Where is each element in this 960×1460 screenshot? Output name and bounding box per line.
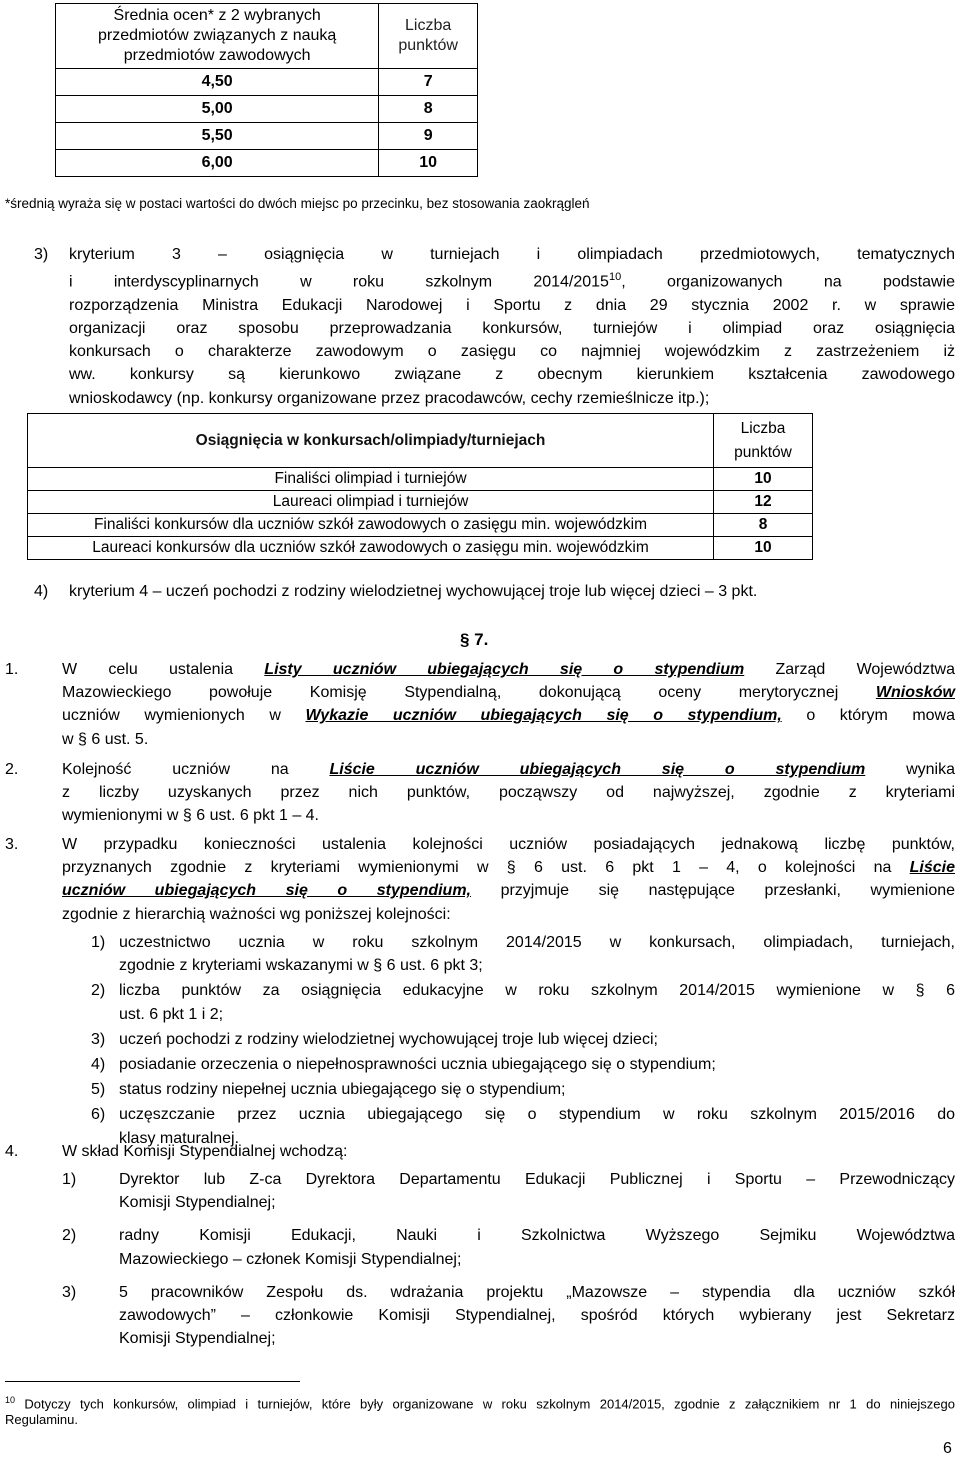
p4-number: 4. bbox=[5, 1143, 19, 1160]
text-line: z liczby uzyskanych przez nich punktów, począwszy od najwyższej, zgodnie z kryteriami bbox=[62, 784, 955, 802]
list-item bbox=[91, 1053, 955, 1076]
text-line: Dyrektor lub Z-ca Dyrektora Departamentu Edukacji Publicznej i Sportu – Przewodniczący bbox=[119, 1171, 955, 1188]
text-line bbox=[62, 856, 955, 879]
table-row bbox=[28, 491, 813, 514]
avg-cell: 6,00 bbox=[56, 150, 379, 177]
text-line: zawodowych” – członkowie Komisji Stypendialnej, spośród których wybierany jest Sekretarz bbox=[119, 1307, 955, 1325]
table-row bbox=[28, 537, 813, 560]
text-line: uczęszczanie przez ucznia ubiegającego się o stypendium w roku szkolnym 2015/2016 do bbox=[119, 1106, 955, 1124]
footnote-mark: 10 bbox=[5, 1395, 16, 1405]
text-line: klasy maturalnej. bbox=[119, 1129, 240, 1147]
footnote-rule bbox=[5, 1381, 300, 1382]
points-cell: 10 bbox=[379, 150, 478, 177]
text-line: posiadanie orzeczenia o niepełnosprawności ucznia ubiegającego się o stypendium; bbox=[119, 1056, 716, 1074]
table-row bbox=[28, 514, 813, 537]
text-segment: W celu ustalenia bbox=[62, 661, 265, 678]
text-line: organizacji oraz sposobu przeprowadzania konkursów, turniejów i olimpiad oraz osiągnięcia bbox=[69, 319, 955, 337]
text-segment: przyznanych zgodnie z kryteriami wymienionymi w § 6 ust. 6 pkt 1 – 4, o kolejności na bbox=[62, 859, 910, 877]
text-segment: wynika bbox=[865, 761, 956, 778]
header-line: Liczba bbox=[405, 17, 452, 34]
list-item bbox=[91, 979, 955, 1025]
header-line: Liczba bbox=[740, 419, 786, 437]
header-line: punktów bbox=[398, 37, 458, 54]
table1-header-left bbox=[56, 4, 379, 69]
points-cell: 8 bbox=[379, 96, 478, 123]
average-note: *średnią wyraża się w postaci wartości do dwóch miejsc po przecinku, bez stosowania zaokrągleń bbox=[5, 196, 590, 211]
header-line: punktów bbox=[734, 443, 792, 461]
text-line bbox=[62, 681, 955, 704]
avg-cell: 4,50 bbox=[56, 69, 379, 96]
text-line bbox=[62, 704, 955, 727]
list-number: 2) bbox=[62, 1227, 77, 1245]
text-segment: Mazowieckiego powołuje Komisję Stypendialną, dokonującą oceny merytorycznej bbox=[62, 684, 876, 702]
table-row bbox=[56, 150, 478, 177]
text-line bbox=[62, 758, 955, 781]
header-line: przedmiotów zawodowych bbox=[123, 47, 311, 64]
list-number: 1) bbox=[91, 934, 106, 951]
points-cell: 8 bbox=[714, 514, 813, 537]
p3-list bbox=[91, 931, 955, 1150]
text-line: Mazowieckiego – członek Komisji Stypendialnej; bbox=[119, 1250, 462, 1268]
points-cell: 10 bbox=[714, 537, 813, 560]
achievement-label: Laureaci olimpiad i turniejów bbox=[28, 491, 714, 514]
footnote bbox=[5, 1392, 955, 1428]
text-line: w § 6 ust. 5. bbox=[62, 730, 149, 748]
list-number: 5) bbox=[91, 1081, 106, 1099]
text-line: ust. 6 pkt 1 i 2; bbox=[119, 1005, 224, 1023]
avg-cell: 5,00 bbox=[56, 96, 379, 123]
text-line: Komisji Stypendialnej; bbox=[119, 1330, 276, 1348]
points-cell: 10 bbox=[714, 468, 813, 491]
text-line: 5 pracowników Zespołu ds. wdrażania projektu „Mazowsze – stypendia dla uczniów szkół bbox=[119, 1283, 955, 1301]
list-item bbox=[62, 1224, 955, 1270]
text-line: Komisji Stypendialnej; bbox=[119, 1194, 276, 1212]
text-line: uczeń pochodzi z rodziny wielodzietnej wychowującej troje lub więcej dzieci; bbox=[119, 1030, 658, 1048]
grade-points-table bbox=[55, 3, 478, 177]
text-line: rozporządzenia Ministra Edukacji Narodowej i Sportu z dnia 29 stycznia 2002 r. w sprawie bbox=[69, 296, 955, 314]
p4-list bbox=[62, 1168, 955, 1350]
points-cell: 9 bbox=[379, 123, 478, 150]
emphasis: Liście uczniów ubiegających się o stypendium bbox=[329, 761, 866, 778]
text-line: ww. konkursy są kierunkowo związane z obecnym kierunkiem kształcenia zawodowego bbox=[69, 366, 955, 384]
list-number: 3) bbox=[62, 1283, 77, 1301]
text-segment: uczniów wymienionych w bbox=[62, 707, 306, 725]
text-line: konkursach o charakterze zawodowym o zasięgu co najmniej wojewódzkim z zastrzeżeniem iż bbox=[69, 343, 955, 361]
text-segment: o którym mowa bbox=[781, 707, 956, 725]
text-line: status rodziny niepełnej ucznia ubiegającego się o stypendium; bbox=[119, 1081, 566, 1099]
text-line: Regulaminu. bbox=[5, 1412, 78, 1428]
table1-header-right bbox=[379, 4, 478, 69]
text-segment: Dotyczy tych konkursów, olimpiad i turniejów, które były organizowane w roku szkolnym 2014/2015, zgodnie z załącznikiem nr 1 do niniejszego bbox=[24, 1396, 955, 1412]
section-title: § 7. bbox=[460, 630, 489, 649]
list-number: 1) bbox=[62, 1171, 77, 1188]
p4-intro: W skład Komisji Stypendialnej wchodzą: bbox=[62, 1143, 348, 1160]
achievement-label: Finaliści konkursów dla uczniów szkół zawodowych o zasięgu min. wojewódzkim bbox=[28, 514, 714, 537]
text-line bbox=[62, 879, 955, 902]
text-segment: Kolejność uczniów na bbox=[62, 761, 330, 778]
text-line: kryterium 3 – osiągnięcia w turniejach i olimpiadach przedmiotowych, tematycznych bbox=[69, 246, 955, 263]
text-segment: Zarząd Województwa bbox=[744, 661, 955, 678]
header-line: przedmiotów związanych z nauką bbox=[97, 27, 337, 44]
text-line bbox=[5, 1392, 955, 1412]
text-segment: , organizowanych na podstawie bbox=[621, 273, 956, 291]
text-line: zgodnie z hierarchią ważności wg poniższej kolejności: bbox=[62, 905, 451, 923]
text-line bbox=[69, 266, 955, 294]
text-line: liczba punktów za osiągnięcia edukacyjne w roku szkolnym 2014/2015 wymienione w § 6 bbox=[119, 982, 955, 1000]
criterion-3-text bbox=[69, 243, 955, 410]
list-item bbox=[91, 1028, 955, 1051]
achievement-label: Finaliści olimpiad i turniejów bbox=[28, 468, 714, 491]
text-line: zgodnie z kryteriami wskazanymi w § 6 ust. 6 pkt 3; bbox=[119, 957, 483, 975]
p2-number: 2. bbox=[5, 761, 19, 778]
emphasis: Wykazie uczniów ubiegających się o stypendium, bbox=[305, 707, 782, 725]
table2-header-left: Osiągnięcia w konkursach/olimpiady/turniejach bbox=[28, 414, 714, 468]
list-item bbox=[91, 1078, 955, 1101]
text-line: radny Komisji Edukacji, Nauki i Szkolnictwa Wyższego Sejmiku Województwa bbox=[119, 1227, 955, 1245]
text-segment: przyjmuje się następujące przesłanki, wymienione bbox=[471, 882, 956, 900]
p3-number: 3. bbox=[5, 836, 19, 853]
paragraph-1 bbox=[62, 658, 955, 751]
criterion-3-number: 3) bbox=[34, 246, 49, 263]
text-segment: i interdyscyplinarnych w roku szkolnym 2014/2015 bbox=[69, 273, 609, 291]
p1-number: 1. bbox=[5, 661, 19, 678]
avg-cell: 5,50 bbox=[56, 123, 379, 150]
list-number: 4) bbox=[91, 1056, 106, 1074]
list-number: 2) bbox=[91, 982, 106, 1000]
paragraph-3 bbox=[62, 833, 955, 926]
footnote-ref: 10 bbox=[608, 271, 622, 284]
table-row bbox=[56, 69, 478, 96]
points-cell: 7 bbox=[379, 69, 478, 96]
criterion-4-number: 4) bbox=[34, 583, 49, 600]
emphasis: Wniosków bbox=[875, 684, 955, 702]
text-line bbox=[62, 658, 955, 681]
achievements-table bbox=[27, 413, 813, 560]
text-line: W przypadku konieczności ustalenia kolejności uczniów posiadających jednakową liczbę punktów, bbox=[62, 836, 955, 853]
header-line: Średnia ocen* z 2 wybranych bbox=[113, 7, 321, 24]
table-row bbox=[56, 96, 478, 123]
emphasis: Listy uczniów ubiegających się o stypendium bbox=[264, 661, 745, 678]
table2-header-right bbox=[714, 414, 813, 468]
paragraph-2 bbox=[62, 758, 955, 828]
list-item bbox=[62, 1168, 955, 1214]
emphasis: Liście bbox=[909, 859, 955, 877]
emphasis: uczniów ubiegających się o stypendium, bbox=[62, 882, 472, 900]
achievement-label: Laureaci konkursów dla uczniów szkół zawodowych o zasięgu min. wojewódzkim bbox=[28, 537, 714, 560]
text-line: wnioskodawcy (np. konkursy organizowane przez pracodawców, cechy rzemieślnicze itp.); bbox=[69, 389, 710, 407]
list-number: 6) bbox=[91, 1106, 106, 1124]
list-item bbox=[91, 931, 955, 977]
points-cell: 12 bbox=[714, 491, 813, 514]
list-item bbox=[62, 1281, 955, 1351]
criterion-4-text: kryterium 4 – uczeń pochodzi z rodziny wielodzietnej wychowującej troje lub więcej dzieci – 3 pkt. bbox=[69, 583, 758, 600]
text-line: uczestnictwo ucznia w roku szkolnym 2014/2015 w konkursach, olimpiadach, turniejach, bbox=[119, 934, 955, 951]
list-number: 3) bbox=[91, 1030, 106, 1048]
page-number: 6 bbox=[943, 1440, 952, 1457]
text-line: wymienionymi w § 6 ust. 6 pkt 1 – 4. bbox=[62, 807, 319, 825]
table-row bbox=[56, 123, 478, 150]
table-row bbox=[28, 468, 813, 491]
